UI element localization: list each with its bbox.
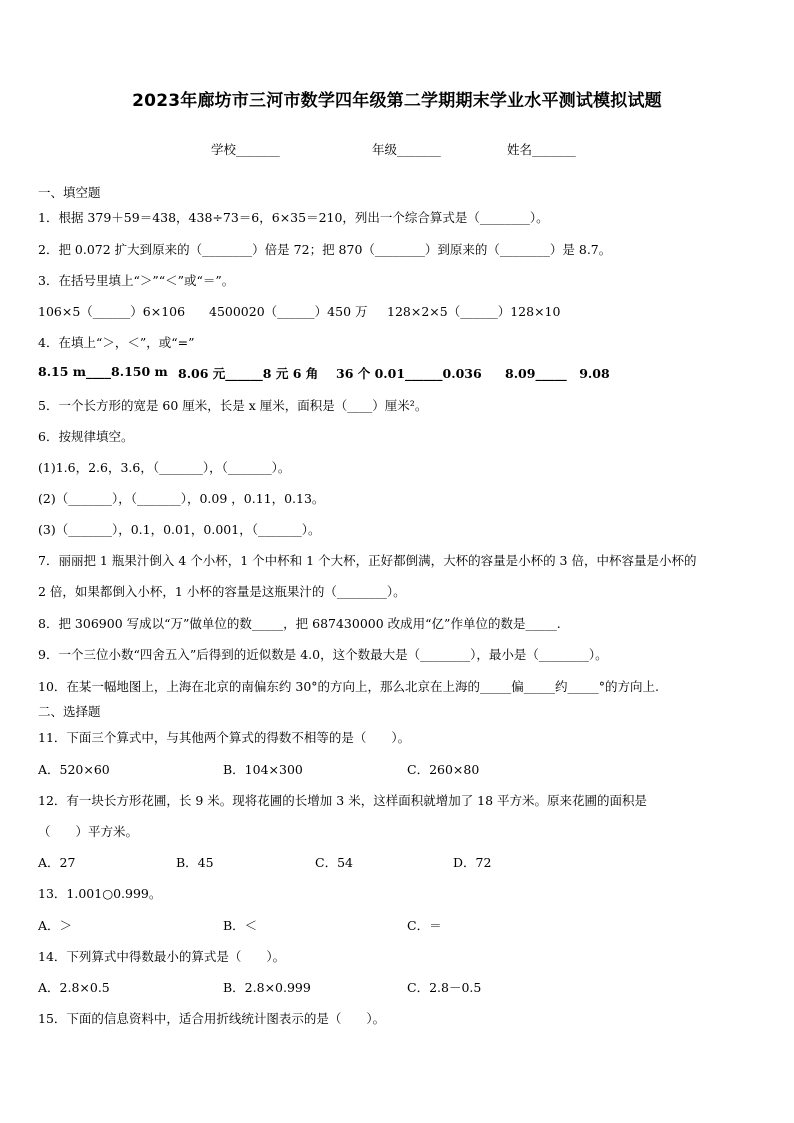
question-14: 14．下列算式中得数最小的算式是（ ）。	[38, 949, 286, 964]
school-field[interactable]: 学校_______	[211, 142, 280, 157]
section-choice-heading: 二、选择题	[38, 704, 101, 719]
question-4: 4．在填上“＞，＜”，或“=”	[38, 335, 195, 350]
question-10: 10．在某一幅地图上，上海在北京的南偏东约 30°的方向上，那么北京在上海的_____偏_____约_____°的方向上.	[38, 679, 660, 694]
question-12-option-c[interactable]: C．54	[315, 855, 353, 870]
question-2: 2．把 0.072 扩大到原来的（________）倍是 72；把 870（________）到原来的（________）是 8.7。	[38, 242, 612, 257]
question-11: 11．下面三个算式中，与其他两个算式的得数不相等的是（ ）。	[38, 730, 411, 745]
page-title: 2023年廊坊市三河市数学四年级第二学期期末学业水平测试模拟试题	[132, 91, 662, 111]
question-3-item-1: 106×5（______）6×106	[38, 304, 186, 319]
question-11-option-b[interactable]: B．104×300	[223, 762, 303, 777]
question-6-part-1: (1)1.6，2.6，3.6，（_______），（_______）。	[38, 460, 291, 475]
question-13: 13．1.001○0.999。	[38, 886, 162, 901]
question-14-option-a[interactable]: A．2.8×0.5	[38, 980, 110, 995]
question-11-option-a[interactable]: A．520×60	[38, 762, 110, 777]
question-7-line-1: 7．丽丽把 1 瓶果汁倒入 4 个小杯，1 个中杯和 1 个大杯，正好都倒满，大杯的容量是小杯的 3 倍，中杯容量是小杯的	[38, 553, 697, 568]
question-7-line-2: 2 倍，如果都倒入小杯，1 小杯的容量是这瓶果汁的（________）。	[38, 584, 406, 599]
question-14-option-c[interactable]: C．2.8－0.5	[407, 980, 482, 995]
question-5: 5．一个长方形的宽是 60 厘米，长是 x 厘米，面积是（____）厘米²。	[38, 398, 428, 413]
question-12-option-a[interactable]: A．27	[38, 855, 76, 870]
grade-field[interactable]: 年级_______	[372, 142, 441, 157]
name-field[interactable]: 姓名_______	[507, 142, 576, 157]
question-12-line-1: 12．有一块长方形花圃，长 9 米。现将花圃的长增加 3 米，这样面积就增加了 18 平方米。原来花圃的面积是	[38, 793, 648, 808]
question-3-item-2: 4500020（______）450 万	[209, 304, 368, 319]
question-13-option-c[interactable]: C．＝	[407, 918, 442, 933]
question-1: 1．根据 379＋59＝438，438÷73＝6，6×35＝210，列出一个综合算式是（________）。	[38, 210, 549, 225]
question-15: 15．下面的信息资料中，适合用折线统计图表示的是（ ）。	[38, 1011, 386, 1026]
section-fill-blank-heading: 一、填空题	[38, 185, 101, 200]
question-3-item-3: 128×2×5（______）128×10	[387, 304, 561, 319]
question-4-item-3: 36 个 0.01______0.036	[336, 366, 482, 381]
question-13-option-b[interactable]: B．＜	[223, 918, 258, 933]
question-4-item-4: 8.09_____ 9.08	[505, 366, 610, 381]
question-12-line-2: （ ）平方米。	[38, 824, 139, 839]
question-4-item-1: 8.15 m____8.150 m	[38, 364, 168, 379]
question-11-option-c[interactable]: C．260×80	[407, 762, 480, 777]
question-6-part-2: (2)（_______），（_______），0.09 ，0.11，0.13。	[38, 491, 325, 506]
question-4-item-2: 8.06 元______8 元 6 角	[178, 366, 319, 381]
question-12-option-b[interactable]: B．45	[176, 855, 214, 870]
question-3: 3．在括号里填上“＞”“＜”或“＝”。	[38, 273, 235, 288]
question-6-part-3: (3)（_______），0.1，0.01，0.001，（_______）。	[38, 522, 321, 537]
question-13-option-a[interactable]: A．＞	[38, 918, 73, 933]
question-8: 8．把 306900 写成以“万”做单位的数_____，把 687430000 改成用“亿”作单位的数是_____.	[38, 616, 561, 631]
question-9: 9．一个三位小数“四舍五入”后得到的近似数是 4.0，这个数最大是（________），最小是（________）。	[38, 647, 608, 662]
question-14-option-b[interactable]: B．2.8×0.999	[223, 980, 311, 995]
question-12-option-d[interactable]: D．72	[453, 855, 492, 870]
question-6: 6．按规律填空。	[38, 429, 134, 444]
